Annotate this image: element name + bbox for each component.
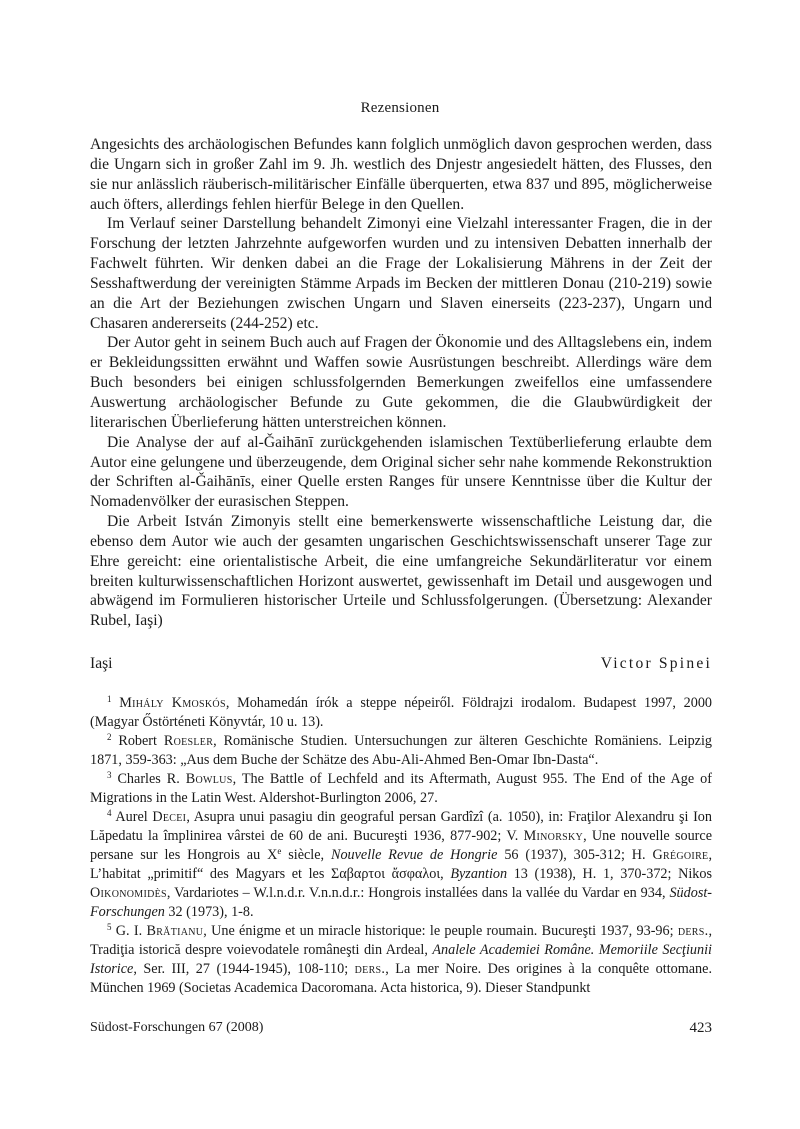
footnote-title: Analele Academiei Române. Memoriile Secţiunii Istorice — [90, 942, 712, 977]
footnotes — [90, 694, 712, 998]
footnote-title: Südost-Forschungen — [90, 885, 712, 920]
running-head: Rezensionen — [360, 100, 440, 116]
footnote — [90, 770, 712, 808]
footnote-text: siècle, — [281, 847, 331, 863]
footnote — [90, 732, 712, 770]
footnote-text: , The Battle of Lechfeld and its Aftermath, August 955. The End of the Age of Migrations in the Latin West. Aldershot-Burlington 2006, 27. — [90, 771, 712, 806]
superscript: e — [277, 846, 282, 856]
footnote-text: , Une nouvelle source persane sur les Hongrois au X — [90, 828, 712, 863]
footnote-title: Nouvelle Revue de Hongrie — [330, 847, 498, 863]
footnote-text: 56 (1937), 305-312; H. — [497, 847, 653, 863]
footnote-number: 2 — [107, 732, 112, 742]
footnote-author: ders. — [677, 923, 709, 939]
footnote-author: Roesler — [163, 733, 214, 749]
footnote-author: Bowlus — [185, 771, 233, 787]
footnote-text: 32 (1973), 1-8. — [164, 904, 254, 920]
footnote-text: G. I. — [115, 923, 147, 939]
footnote-text: , Mohamedán írók a steppe népeiről. Földrajzi irodalom. Budapest 1997, 2000 (Magyar Őstörténeti Könyvtár, 10 u. 13). — [90, 695, 713, 730]
footnote-text: Charles R. — [117, 771, 186, 787]
footnote-author: Minorsky — [523, 828, 584, 844]
paragraph: Die Analyse der auf al-Ǧaihānī zurückgehenden islamischen Textüberlieferung erlaubte dem Autor eine gelungene und überzeugende, dem Original sicher sehr nahe kommende Rekonstruktion der Schriften al-Ǧaihānīs, einer Quelle ersten Ranges für unsere Kenntnisse über die Kultur der Nomadenvölker der eurasischen Steppen. — [90, 433, 712, 511]
review-body — [90, 135, 712, 631]
footnote-author: Grégoire — [652, 847, 709, 863]
footnote-number: 1 — [107, 694, 112, 704]
paragraph: Die Arbeit István Zimonyis stellt eine bemerkenswerte wissenschaftliche Leistung dar, die ebenso dem Autor wie auch der gesamten ungarischen Geschichtswissenschaft unserer Tage zur Ehre gereicht: eine orientalistische Arbeit, die eine umfangreiche Sekundärliteratur vor einem breiten kulturwissenschaftlichen Horizont auswertet, gewissenhaft im Detail und ausgewogen und abwägend im Formulieren historischer Urteile und Schlussfolgerungen. (Übersetzung: Alexander Rubel, Iaşi) — [90, 513, 712, 630]
footnote — [90, 694, 712, 732]
footnote-number: 4 — [107, 808, 112, 818]
journal-citation: Südost-Forschungen 67 (2008) — [90, 1020, 264, 1035]
footnote-text: , Asupra unui pasagiu din geograful persan Gardîzî (a. 1050), in: Fraţilor Alexandru şi Ion Lăpedatu la împlinirea vârstei de 60 de ani. Bucureşti 1936, 877-902; V. — [90, 809, 712, 844]
footnote-number: 5 — [107, 922, 112, 932]
footnote-author: Decei — [152, 809, 187, 825]
signature-author: Victor Spinei — [600, 655, 712, 672]
paragraph: Der Autor geht in seinem Buch auch auf Fragen der Ökonomie und des Alltagslebens ein, indem er Bekleidungssitten erwähnt und Waffen sowie Ausrüstungen beschreibt. Allerdings wäre dem Buch besonders bei einigen schlussfolgernden Bemerkungen zweifellos eine umfassendere Auswertung archäologischer Befunde zu Gute gekommen, die die Glaubwürdigkeit der literarischen Überlieferung hätten unterstreichen können. — [90, 334, 712, 431]
signature-place: Iaşi — [90, 655, 113, 672]
footnote-text: , La mer Noire. Des origines à la conquête ottomane. München 1969 (Societas Academica Dacoromana. Acta historica, 9). Dieser Standpunkt — [90, 961, 712, 996]
footnote — [90, 808, 712, 922]
footnote-text: , Vardariotes – W.l.n.d.r. V.n.n.d.r.: Hongrois installées dans la vallée du Vardar en 934, — [166, 885, 670, 901]
footnote-text: 13 (1938), H. 1, 370-372; Nikos — [507, 866, 712, 882]
footnote-text: , Romänische Studien. Untersuchungen zur älteren Geschichte Romäniens. Leipzig 1871, 359-363: „Aus dem Buche der Schätze des Abu-Ali-Ahmed Ben-Omar Ibn-Dasta“. — [90, 733, 712, 768]
footnote-author: Oikonomidès — [90, 885, 167, 901]
footnote-text: Robert — [118, 733, 164, 749]
paragraph: Im Verlauf seiner Darstellung behandelt Zimonyi eine Vielzahl interessanter Fragen, die in der Forschung der letzten Jahrzehnte aufgeworfen wurden und zu intensiven Debatten innerhalb der Fachwelt führten. Wir denken dabei an die Frage der Lokalisierung Mährens in der Zeit der Sesshaftwerdung der vereinigten Stämme Arpads im Becken der mittleren Donau (210-219) sowie an die Art der Beziehungen zwischen Ungarn und Slaven einerseits (223-237), Ungarn und Chasaren andererseits (244-252) etc. — [90, 215, 712, 332]
footnote-text: Aurel — [115, 809, 153, 825]
footnote-author: Mihály Kmoskós — [119, 695, 226, 711]
footnote-text: , Ser. III, 27 (1944-1945), 108-110; — [133, 961, 355, 977]
page-footer — [90, 1020, 712, 1040]
footnote-text: , L’habitat „primitif“ des Magyars et les Σαβαρτοι ἄσφαλοι, — [90, 847, 712, 882]
footnote-title: Byzantion — [450, 866, 508, 882]
footnote-text: , Une énigme et un miracle historique: le peuple roumain. Bucureşti 1937, 93-96; — [203, 923, 678, 939]
footnote-text: , Tradiţia istorică despre voievodatele româneşti din Ardeal, — [90, 923, 712, 958]
footnote-author: ders. — [354, 961, 386, 977]
footnote-author: Brătianu — [146, 923, 204, 939]
footnote-number: 3 — [107, 770, 112, 780]
paragraph: Angesichts des archäologischen Befundes kann folglich unmöglich davon gesprochen werden, dass die Ungarn sich in großer Zahl im 9. Jh. westlich des Dnjestr angesiedelt hätten, des Flusses, den sie nur anlässlich räuberisch-militärischer Einfälle überquerten, etwa 837 und 895, möglicherweise auch öfters, allerdings fehlen hierfür Belege in den Quellen. — [90, 136, 712, 213]
footnote — [90, 922, 712, 998]
page-number: 423 — [689, 1020, 712, 1036]
signature — [90, 655, 712, 677]
